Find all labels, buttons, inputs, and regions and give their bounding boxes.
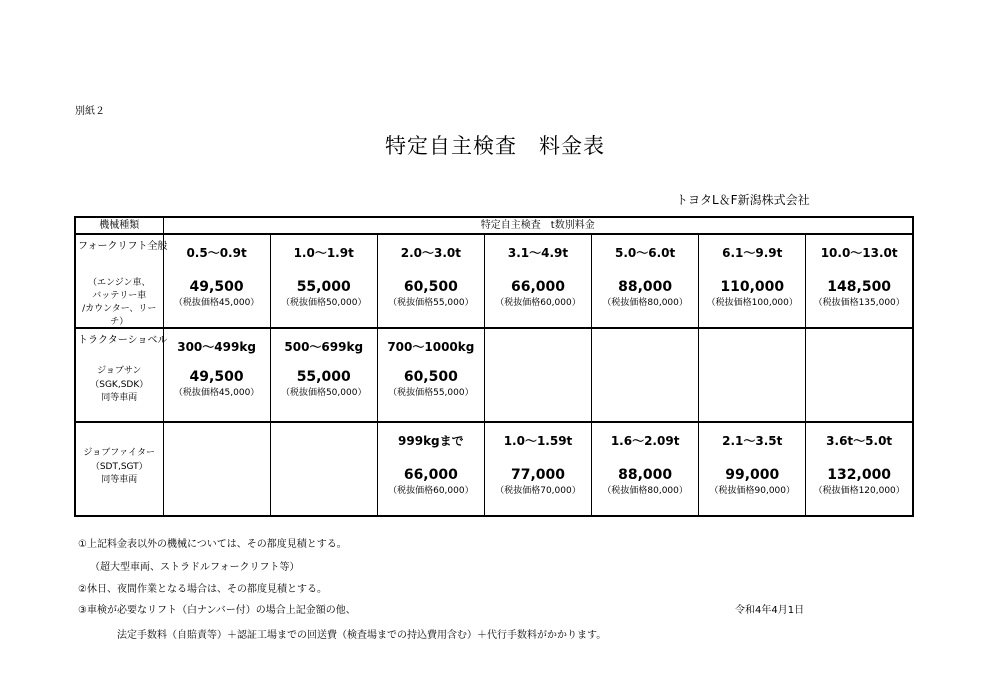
- fee-cell: [163, 328, 270, 422]
- fee-cell: [270, 328, 377, 422]
- price-ex-tax: （税抜価格80,000）: [602, 486, 688, 496]
- price: 49,500: [189, 369, 244, 385]
- fee-cell: [377, 422, 484, 516]
- fee-cell: [163, 234, 270, 328]
- price: 99,000: [725, 467, 780, 483]
- row-label: フォークリフト全般: [78, 241, 168, 252]
- fee-cell: [699, 234, 806, 328]
- fee-cell: [270, 234, 377, 328]
- price-ex-tax: （税抜価格60,000）: [495, 298, 581, 308]
- row-label-forklift: [75, 234, 168, 328]
- weight-class: 2.1～3.5t: [722, 434, 783, 448]
- fee-cell-empty: [270, 422, 377, 516]
- row-sub-1: ジョブファイター: [83, 448, 156, 458]
- price-ex-tax: （税抜価格120,000）: [813, 486, 905, 496]
- fee-cell-empty: [163, 422, 270, 516]
- price: 88,000: [618, 467, 673, 483]
- price: 60,500: [403, 279, 458, 295]
- price: 66,000: [403, 467, 458, 483]
- weight-class: 999kgまで: [398, 434, 464, 448]
- price: 77,000: [510, 467, 565, 483]
- price: 60,500: [403, 369, 458, 385]
- weight-class: 5.0～6.0t: [615, 246, 676, 260]
- weight-class: 10.0～13.0t: [820, 246, 898, 260]
- fee-cell: [377, 328, 484, 422]
- weight-class: 0.5～0.9t: [186, 246, 247, 260]
- table-row: [75, 328, 913, 422]
- price: 132,000: [827, 467, 892, 483]
- weight-class: 6.1～9.9t: [722, 246, 783, 260]
- fee-cell: [592, 422, 699, 516]
- price-ex-tax: （税抜価格80,000）: [602, 298, 688, 308]
- note-3: ③車検が必要なリフト（白ナンバー付）の場合上記金額の他、: [78, 605, 356, 616]
- fee-cell: [806, 234, 913, 328]
- price-ex-tax: （税抜価格90,000）: [709, 486, 796, 496]
- price-ex-tax: （税抜価格100,000）: [706, 298, 798, 308]
- row-sub-3: 同等車両: [101, 475, 138, 485]
- row-label-job-fighter: [75, 422, 163, 516]
- weight-class: 3.6t～5.0t: [826, 434, 893, 448]
- fee-cell-empty: [484, 328, 591, 422]
- price-ex-tax: （税抜価格70,000）: [495, 486, 581, 496]
- table-header-row: [75, 217, 913, 234]
- fee-cell: [592, 234, 699, 328]
- issue-date: 令和4年4月1日: [735, 605, 805, 616]
- fee-cell: [699, 422, 806, 516]
- fee-cell-empty: [699, 328, 806, 422]
- note-2: ②休日、夜間作業となる場合は、その都度見積とする。: [78, 584, 327, 595]
- price-ex-tax: （税抜価格60,000）: [388, 486, 474, 496]
- row-label-tractor-shovel: [75, 328, 168, 422]
- document-title: 特定自主検査 料金表: [385, 134, 605, 158]
- price-ex-tax: （税抜価格55,000）: [388, 298, 474, 308]
- fee-cell-empty: [806, 328, 913, 422]
- attachment-label: 別紙２: [75, 106, 105, 117]
- weight-class: 1.6～2.09t: [610, 434, 680, 448]
- fee-cell: [377, 234, 484, 328]
- fee-cell: [806, 422, 913, 516]
- row-sub-1: （エンジン車、: [87, 278, 151, 288]
- company-name: トヨタL＆F新潟株式会社: [676, 193, 810, 207]
- price-ex-tax: （税抜価格50,000）: [280, 298, 367, 308]
- fee-cell-empty: [592, 328, 699, 422]
- weight-class: 500～699kg: [284, 340, 364, 354]
- row-sub-2: （SDT,SGT）: [90, 462, 148, 472]
- price: 55,000: [296, 369, 351, 385]
- note-1-detail: （超大型車両、ストラドルフォークリフト等）: [90, 562, 300, 573]
- header-machine-type: 機械種類: [75, 217, 163, 234]
- price-ex-tax: （税抜価格50,000）: [280, 388, 367, 398]
- price-ex-tax: （税抜価格135,000）: [813, 298, 905, 308]
- weight-class: 2.0～3.0t: [400, 246, 461, 260]
- note-1: ①上記料金表以外の機械については、その都度見積とする。: [78, 539, 347, 550]
- table-row: [75, 234, 913, 328]
- row-sub-2: （SGK,SDK）: [90, 380, 149, 390]
- weight-class: 1.0～1.59t: [503, 434, 573, 448]
- row-label: トラクターショベル: [78, 335, 168, 346]
- price: 110,000: [720, 279, 785, 295]
- weight-class: 3.1～4.9t: [507, 246, 569, 260]
- fee-table: [74, 216, 914, 517]
- header-fee-by-tonnage: 特定自主検査 t数別料金: [163, 217, 913, 234]
- fee-cell: [484, 234, 591, 328]
- weight-class: 700～1000kg: [387, 340, 475, 354]
- price-ex-tax: （税抜価格45,000）: [173, 298, 260, 308]
- price: 66,000: [510, 279, 565, 295]
- price-ex-tax: （税抜価格45,000）: [173, 388, 260, 398]
- fee-cell: [484, 422, 591, 516]
- price: 49,500: [189, 279, 244, 295]
- row-sub-2: バッテリー車: [92, 291, 147, 301]
- weight-class: 300～499kg: [177, 340, 256, 354]
- table-row: [75, 422, 913, 516]
- row-sub-3: /カウンター、リーチ）: [82, 304, 157, 327]
- note-3-detail: 法定手数料（自賠責等）＋認証工場までの回送費（検査場までの持込費用含む）＋代行手数料がかかります。: [117, 630, 607, 641]
- row-sub-1: ジョブサン: [97, 366, 142, 376]
- price: 55,000: [296, 279, 351, 295]
- price: 148,500: [827, 279, 892, 295]
- weight-class: 1.0～1.9t: [293, 246, 354, 260]
- price-ex-tax: （税抜価格55,000）: [388, 388, 474, 398]
- price: 88,000: [618, 279, 673, 295]
- row-sub-3: 同等車両: [101, 393, 138, 403]
